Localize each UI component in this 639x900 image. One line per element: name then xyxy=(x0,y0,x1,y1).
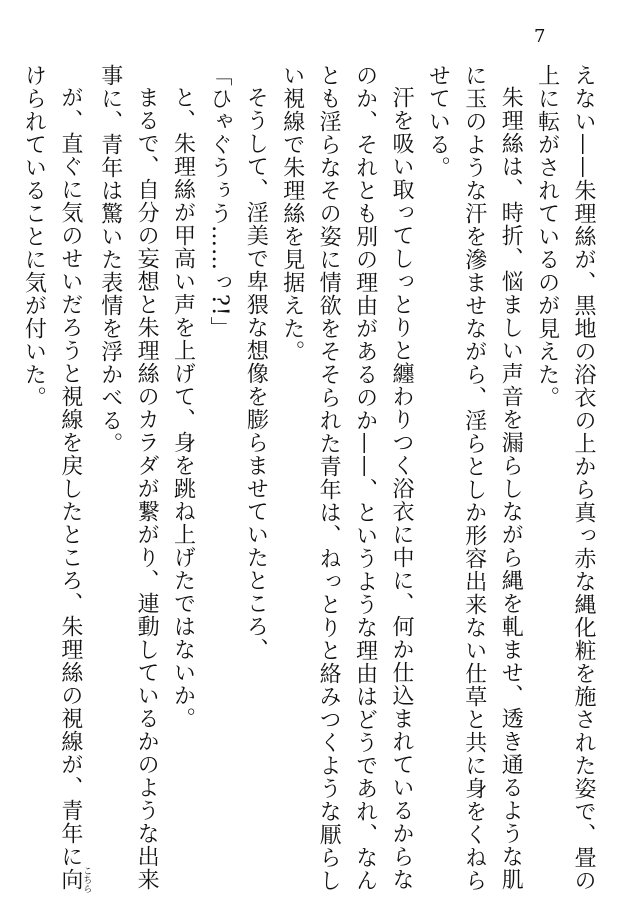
text-line: 事に、青年は驚いた表情を浮かべる。 xyxy=(97,64,123,455)
text-line: せている。 xyxy=(425,64,451,179)
text-line: のか、それとも別の理由があるのか——、というような理由はどうであれ、なん xyxy=(352,64,378,892)
text-line: に玉のような汗を滲ませながら、淫らとしか形容出来ない仕草と共に身をくねら xyxy=(461,64,487,892)
text-line: 汗を吸い取ってしっとりと纏わりつく浴衣に中に、何か仕込まれているからな xyxy=(388,86,414,891)
text-line: い視線で朱理絲を見据えた。 xyxy=(279,64,305,363)
novel-body-text xyxy=(15,64,601,893)
text-line: けられていることに気が付いた。 xyxy=(21,64,47,409)
page-number: 7 xyxy=(534,26,546,47)
text-line: えない——朱理絲が、黒地の浴衣の上から真っ赤な縄化粧を施された姿で、畳の xyxy=(571,64,596,892)
text-line: と、朱理絲が甲高い声を上げて、身を跳ね上げたではないか。 xyxy=(170,86,196,730)
ruby-annotation: 向こちら xyxy=(57,866,92,893)
text-line: 「ひゃぐうぅう……っ?!」 xyxy=(206,64,232,340)
text-line: そうして、淫美で卑猥な想像を膨らませていたところ、 xyxy=(243,86,269,661)
text-line: とも淫らなその姿に情欲をそそられた青年は、ねっとりと絡みつくような厭らし xyxy=(316,64,342,892)
text-line: まるで、自分の妄想と朱理絲のカラダが繋がり、連動しているかのような出来 xyxy=(134,86,160,891)
text-line: 上に転がされているのが見えた。 xyxy=(534,64,560,409)
text-line: 朱理絲は、時折、悩ましい声音を漏らしながら縄を軋ませ、透き通るような肌 xyxy=(498,86,524,891)
text-line: が、直ぐに気のせいだろうと視線を戻したところ、朱理絲の視線が、青年に向こちら xyxy=(57,86,92,893)
